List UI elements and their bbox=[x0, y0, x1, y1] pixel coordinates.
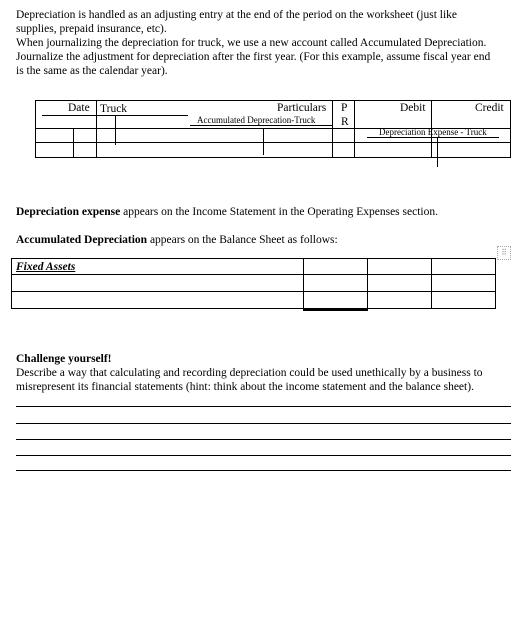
challenge-prompt bbox=[16, 366, 511, 394]
journal-entry-accumulated-depreciation: Accumulated Deprecation-Truck bbox=[197, 115, 316, 125]
intro-line: Depreciation is handled as an adjusting entry at the end of the period on the worksheet (just like bbox=[16, 9, 458, 21]
depreciation-expense-text: appears on the Income Statement in the Operating Expenses section. bbox=[120, 206, 438, 218]
col-header-credit: Credit bbox=[475, 102, 504, 114]
depreciation-expense-note bbox=[16, 205, 438, 219]
accumulated-depreciation-term: Accumulated Depreciation bbox=[16, 234, 148, 246]
answer-line bbox=[16, 423, 511, 424]
depreciation-expense-term: Depreciation expense bbox=[16, 206, 121, 218]
accumulated-depreciation-note bbox=[16, 233, 338, 247]
intro-line: Journalize the adjustment for depreciation after the first year. (For this example, assume fiscal year end bbox=[16, 51, 491, 63]
col-header-particulars: Particulars bbox=[277, 102, 327, 114]
answer-line bbox=[16, 406, 511, 407]
journal-entry-truck: Truck bbox=[100, 103, 128, 115]
intro-line: supplies, prepaid insurance, etc). bbox=[16, 23, 167, 35]
intro-paragraph bbox=[16, 8, 511, 78]
drag-handle-icon[interactable]: ⠿ bbox=[497, 246, 511, 260]
answer-line bbox=[16, 439, 511, 440]
intro-line: is the same as the calendar year). bbox=[16, 65, 168, 77]
answer-line bbox=[16, 455, 511, 456]
col-header-pr-r: R bbox=[341, 116, 349, 128]
accumulated-depreciation-text: appears on the Balance Sheet as follows: bbox=[147, 234, 338, 246]
col-header-pr-p: P bbox=[341, 102, 348, 114]
intro-line: When journalizing the depreciation for truck, we use a new account called Accumulated Depreciation. bbox=[16, 37, 487, 49]
challenge-heading: Challenge yourself! bbox=[16, 353, 112, 365]
fixed-assets-heading: Fixed Assets bbox=[16, 261, 76, 273]
challenge-line: misrepresent its financial statements (hint: think about the income statement and the balance sheet). bbox=[16, 381, 474, 393]
journal-entry-depreciation-expense: Depreciation Expense - Truck bbox=[379, 127, 487, 137]
answer-line bbox=[16, 470, 511, 471]
col-header-date: Date bbox=[68, 102, 90, 114]
challenge-line: Describe a way that calculating and recording depreciation could be used unethically by a business to bbox=[16, 367, 483, 379]
col-header-debit: Debit bbox=[400, 102, 426, 114]
